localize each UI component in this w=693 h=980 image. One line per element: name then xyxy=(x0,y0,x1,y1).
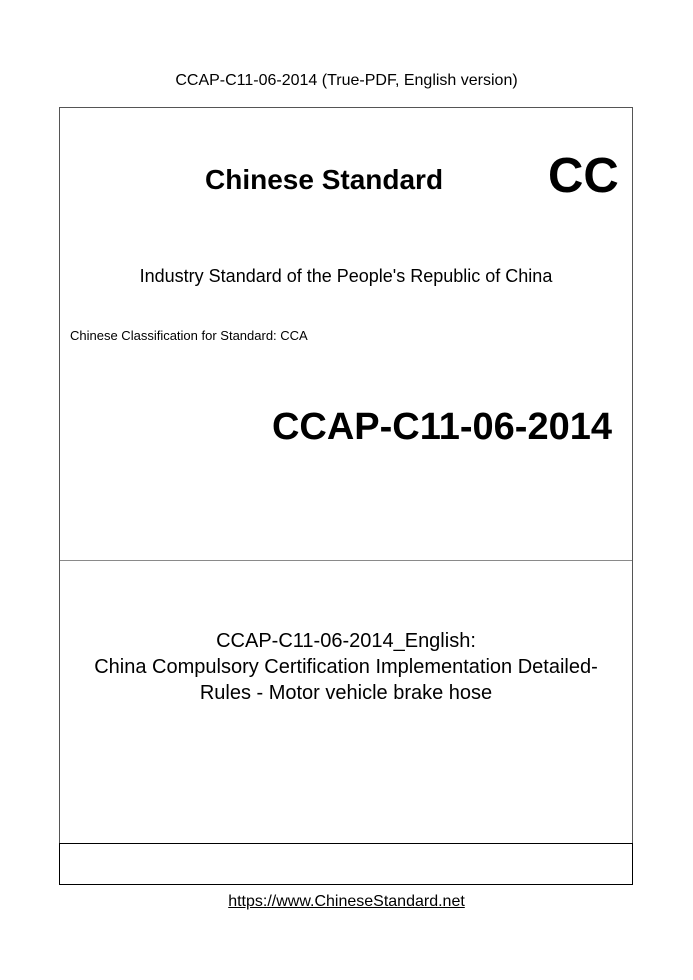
document-title xyxy=(60,628,632,706)
website-link[interactable]: https://www.ChineseStandard.net xyxy=(228,893,465,910)
classification-line: Chinese Classification for Standard: CCA xyxy=(70,328,308,343)
title-line-2: China Compulsory Certification Implementation Detailed- xyxy=(94,656,598,678)
category-mark: CC xyxy=(548,149,619,203)
footer-box xyxy=(59,843,633,885)
industry-line: Industry Standard of the People's Republic of China xyxy=(139,266,553,286)
standard-label: Chinese Standard xyxy=(205,164,444,195)
website-link-container xyxy=(0,892,693,912)
standard-code: CCAP-C11-06-2014 xyxy=(271,406,612,448)
title-line-1: CCAP-C11-06-2014_English: xyxy=(216,630,476,652)
title-line-3: Rules - Motor vehicle brake hose xyxy=(199,682,493,704)
page-header-caption: CCAP-C11-06-2014 (True-PDF, English version) xyxy=(175,72,518,89)
section-divider xyxy=(60,560,632,561)
cover-frame xyxy=(59,107,633,885)
